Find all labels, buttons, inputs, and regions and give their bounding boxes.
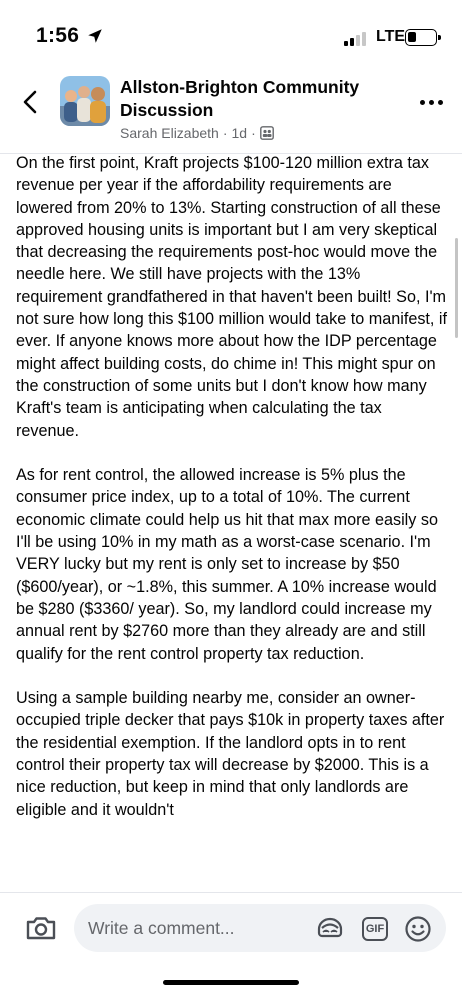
more-options-button[interactable] xyxy=(414,96,448,108)
group-name[interactable]: Allston-Brighton Community Discussion xyxy=(120,77,360,120)
avatar-sticker-icon[interactable] xyxy=(316,916,344,942)
gif-button[interactable] xyxy=(362,917,388,941)
network-type: LTE xyxy=(376,28,406,45)
group-photo-icon xyxy=(60,76,110,126)
post-paragraph-1: On the first point, Kraft projects $100-120 million extra tax revenue per year if the affordability requirements are lowered from 20% to 13%. Starting construction of all these approved housing units is important but I am very skeptical that decreasing the requirements post-hoc would move the needle here. We still have projects with the 13% requirement grandfathered in that haven't been built! So, I'm not sure how long this $100 million would take to manifest, if ever. If anyone knows more about how the IDP percentage might affect building costs, do chime in! This might spur on the construction of some units but I don't know how many Kraft's team is anticipating when calculating the tax revenue. xyxy=(16,154,448,440)
post-paragraph-2: As for rent control, the allowed increase is 5% plus the consumer price index, up to a total of 10%. The current economic climate could help us hit that max more easily so I'll be using 10% in my math as a worst-case scenario. I'm VERY lucky but my rent is only set to increase by $50 ($600/year), or ~1.8%, this summer. A 10% increase would be $280 ($3360/ year). So, my landlord could increase my annual rent by $2760 more than they already are and still qualify for the rent control property tax reduction. xyxy=(16,466,438,663)
comment-composer xyxy=(0,892,462,1000)
status-time: 1:56 xyxy=(36,24,80,47)
meta-separator-2: · xyxy=(251,125,256,141)
post-paragraph-3: Using a sample building nearby me, consider an owner-occupied triple decker that pays $10k in property taxes after the residential exemption. If the landlord opts in to rent control their property tax will decrease by $2000. This is a nice reduction, but keep in mind that only landlords are eligible and it wouldn't xyxy=(16,689,445,819)
signal-bars-icon xyxy=(344,32,370,46)
author-name[interactable]: Sarah Elizabeth xyxy=(120,125,219,141)
gif-icon: GIF xyxy=(365,923,385,935)
group-avatar[interactable] xyxy=(60,76,110,126)
back-button[interactable] xyxy=(14,86,46,118)
post-time[interactable]: 1d xyxy=(231,125,248,141)
home-indicator[interactable] xyxy=(163,980,299,985)
group-privacy-icon xyxy=(260,126,274,140)
post-header xyxy=(0,72,462,154)
location-arrow-icon xyxy=(86,27,104,45)
meta-separator: · xyxy=(222,125,228,141)
comment-input[interactable] xyxy=(74,904,446,952)
scrollbar[interactable] xyxy=(455,238,458,338)
back-chevron-icon xyxy=(22,90,38,114)
status-bar xyxy=(0,0,462,72)
post-meta xyxy=(120,125,274,141)
emoji-icon[interactable] xyxy=(404,915,432,943)
more-dots-icon xyxy=(420,100,425,105)
camera-icon[interactable] xyxy=(24,911,58,945)
post-body xyxy=(16,152,448,892)
battery-icon xyxy=(405,29,437,46)
